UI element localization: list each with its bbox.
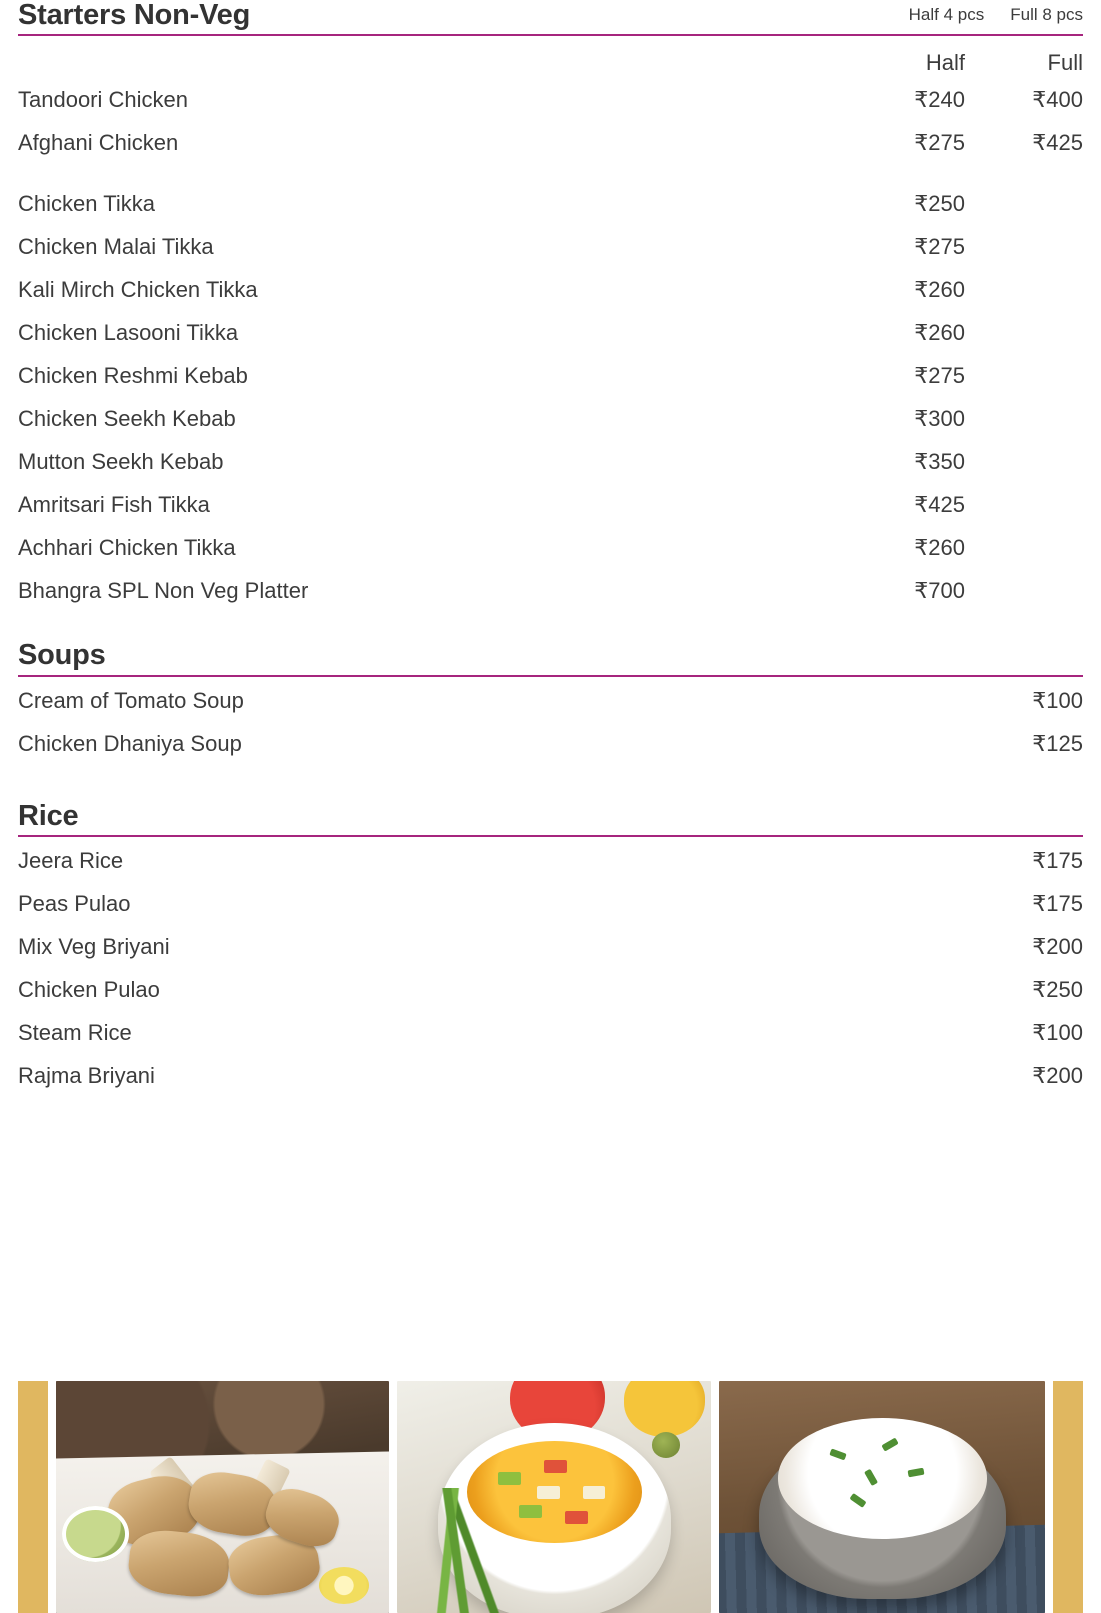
item-name: Chicken Malai Tikka xyxy=(18,234,214,260)
vegetable-soup-photo xyxy=(397,1381,711,1613)
menu-item-row xyxy=(18,882,1083,925)
item-name: Afghani Chicken xyxy=(18,130,179,156)
section-rice xyxy=(18,801,1083,1097)
item-name: Rajma Briyani xyxy=(18,1063,155,1089)
menu-item-row xyxy=(18,268,1083,311)
rice-items xyxy=(18,839,1083,1097)
item-price-half: ₹275 xyxy=(914,363,965,389)
menu-item-row xyxy=(18,311,1083,354)
menu-item-row xyxy=(18,839,1083,882)
section-header-soups xyxy=(18,640,1083,676)
item-price-half: ₹700 xyxy=(914,578,965,604)
item-name: Tandoori Chicken xyxy=(18,87,188,113)
column-header-half: Half xyxy=(925,50,965,76)
item-price-half: ₹260 xyxy=(914,277,965,303)
item-price: ₹100 xyxy=(1032,1020,1083,1046)
section-title: Starters Non-Veg xyxy=(18,0,251,31)
item-name: Cream of Tomato Soup xyxy=(18,687,244,713)
photo-strip xyxy=(18,1381,1083,1613)
decorative-bar-right xyxy=(1053,1381,1083,1613)
section-header-rice xyxy=(18,801,1083,837)
item-name: Kali Mirch Chicken Tikka xyxy=(18,277,258,303)
menu-item-row xyxy=(18,925,1083,968)
menu-item-row xyxy=(18,225,1083,268)
section-title: Rice xyxy=(18,799,79,832)
item-price: ₹250 xyxy=(1032,977,1083,1003)
item-price-full: ₹425 xyxy=(1032,130,1083,156)
portion-note-half: Half 4 pcs xyxy=(908,5,985,25)
portion-note-full: Full 8 pcs xyxy=(1010,5,1083,25)
menu-item-row xyxy=(18,483,1083,526)
group-spacer xyxy=(18,164,1083,180)
section-title: Soups xyxy=(18,639,106,672)
item-price-half: ₹275 xyxy=(914,234,965,260)
item-price: ₹125 xyxy=(1032,730,1083,756)
item-name: Chicken Pulao xyxy=(18,977,160,1003)
starters-group-1 xyxy=(18,78,1083,164)
item-price-half: ₹240 xyxy=(914,87,965,113)
item-price: ₹175 xyxy=(1032,848,1083,874)
tandoori-chicken-photo xyxy=(56,1381,390,1613)
item-name: Mutton Seekh Kebab xyxy=(18,449,224,475)
steamed-rice-photo xyxy=(719,1381,1045,1613)
item-name: Amritsari Fish Tikka xyxy=(18,492,210,518)
starters-group-2 xyxy=(18,182,1083,612)
item-price: ₹200 xyxy=(1032,934,1083,960)
item-name: Mix Veg Briyani xyxy=(18,934,170,960)
menu-item-row xyxy=(18,1054,1083,1097)
menu-item-row xyxy=(18,968,1083,1011)
item-name: Steam Rice xyxy=(18,1020,132,1046)
item-name: Bhangra SPL Non Veg Platter xyxy=(18,578,309,604)
menu-item-row xyxy=(18,354,1083,397)
item-price: ₹175 xyxy=(1032,891,1083,917)
item-price-half: ₹350 xyxy=(914,449,965,475)
column-header-full: Full xyxy=(1047,50,1083,76)
item-price-half: ₹250 xyxy=(914,191,965,217)
menu-item-row xyxy=(18,121,1083,164)
item-price: ₹200 xyxy=(1032,1063,1083,1089)
item-name: Jeera Rice xyxy=(18,848,124,874)
menu-item-row xyxy=(18,1011,1083,1054)
menu-item-row xyxy=(18,397,1083,440)
item-price-half: ₹425 xyxy=(914,492,965,518)
item-name: Chicken Dhaniya Soup xyxy=(18,730,242,756)
item-price-half: ₹300 xyxy=(914,406,965,432)
portion-note xyxy=(909,5,1083,30)
item-name: Chicken Lasooni Tikka xyxy=(18,320,239,346)
menu-item-row xyxy=(18,78,1083,121)
section-soups xyxy=(18,640,1083,764)
column-headers xyxy=(18,50,1083,76)
item-price-half: ₹275 xyxy=(914,130,965,156)
item-price-half: ₹260 xyxy=(914,535,965,561)
item-price: ₹100 xyxy=(1032,687,1083,713)
menu-item-row xyxy=(18,569,1083,612)
menu-item-row xyxy=(18,182,1083,225)
item-name: Achhari Chicken Tikka xyxy=(18,535,236,561)
soups-items xyxy=(18,679,1083,765)
item-name: Chicken Tikka xyxy=(18,191,155,217)
menu-item-row xyxy=(18,440,1083,483)
menu-item-row xyxy=(18,679,1083,722)
item-name: Peas Pulao xyxy=(18,891,131,917)
item-name: Chicken Seekh Kebab xyxy=(18,406,236,432)
menu-item-row xyxy=(18,526,1083,569)
item-price-half: ₹260 xyxy=(914,320,965,346)
item-price-full: ₹400 xyxy=(1032,87,1083,113)
section-header-starters-non-veg xyxy=(18,0,1083,36)
menu-item-row xyxy=(18,722,1083,765)
item-name: Chicken Reshmi Kebab xyxy=(18,363,248,389)
decorative-bar-left xyxy=(18,1381,48,1613)
